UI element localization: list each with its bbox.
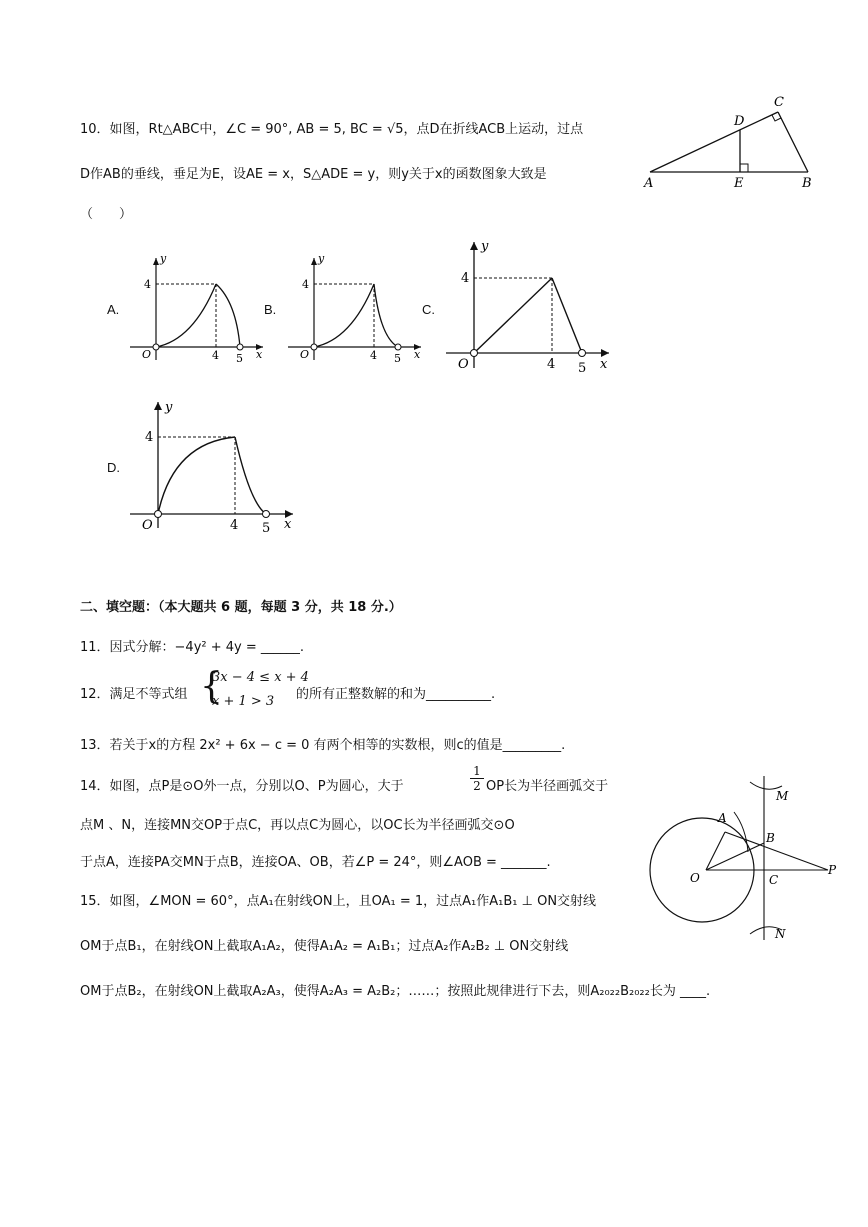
x-axis-label: x	[284, 517, 292, 532]
q12-suffix: 的所有正整数解的和为__________.	[296, 687, 496, 702]
q15-line2: OM于点B₁，在射线ON上截取A₁A₂，使得A₁A₂ = A₁B₁；过点A₂作A₂B₂ ⊥ ON交射线	[80, 939, 569, 954]
q14-fraction	[470, 764, 484, 793]
x-tick-5: 5	[394, 352, 401, 364]
x-tick-5: 5	[578, 361, 587, 376]
q14-line1b: OP长为半径画弧交于	[486, 779, 609, 794]
section-heading: 二、填空题：（本大题共 6 题，每题 3 分，共 18 分.）	[80, 600, 402, 615]
q14-line1a: 14．如图，点P是⊙O外一点，分别以O、P为圆心，大于	[80, 779, 404, 794]
q13-text: 13．若关于x的方程 2x² + 6x − c = 0 有两个相等的实数根，则c的值是_________.	[80, 738, 566, 753]
q10-line3: （ ）	[80, 207, 133, 222]
option-c-label: C.	[422, 302, 435, 317]
label-E: E	[734, 176, 744, 191]
q12-prefix: 12．满足不等式组	[80, 687, 188, 702]
x-tick-4: 4	[230, 518, 239, 533]
y-axis-label: y	[160, 252, 167, 265]
q14-frac-num: 1	[470, 764, 484, 779]
origin-label: O	[142, 348, 152, 361]
label-A: A	[718, 811, 727, 825]
q12-inequality-1: 3x − 4 ≤ x + 4	[212, 670, 309, 685]
origin-label: O	[300, 348, 310, 361]
q14-line2: 点M 、N，连接MN交OP于点C，再以点C为圆心，以OC长为半径画弧交⊙O	[80, 818, 515, 833]
q14-line3: 于点A，连接PA交MN于点B，连接OA、OB，若∠P = 24°，则∠AOB = _______.	[80, 855, 551, 870]
label-O: O	[690, 871, 700, 885]
y-tick-4: 4	[145, 430, 154, 445]
option-a-label: A.	[107, 302, 120, 317]
label-M: M	[776, 789, 789, 803]
x-axis-label: x	[414, 348, 421, 361]
label-B: B	[802, 176, 812, 191]
option-a-graph	[128, 252, 268, 364]
option-c-graph	[444, 238, 614, 376]
label-D: D	[734, 114, 745, 129]
y-tick-4: 4	[302, 278, 309, 291]
x-tick-4: 4	[547, 357, 556, 372]
q10-triangle-figure	[640, 92, 820, 192]
q10-line2: D作AB的垂线，垂足为E，设AE = x，S△ADE = y，则y关于x的函数图象大致是	[80, 167, 547, 182]
label-N: N	[775, 927, 786, 941]
q15-line1: 15．如图，∠MON = 60°，点A₁在射线ON上，且OA₁ = 1，过点A₁作A₁B₁ ⊥ ON交射线	[80, 894, 597, 909]
label-A: A	[644, 176, 654, 191]
x-tick-5: 5	[236, 352, 243, 364]
y-tick-4: 4	[144, 278, 151, 291]
y-axis-label: y	[318, 252, 325, 265]
x-tick-4: 4	[370, 349, 377, 362]
origin-label: O	[458, 357, 469, 372]
y-axis-label: y	[165, 400, 173, 415]
x-axis-label: x	[256, 348, 263, 361]
q10-line1: 10．如图，Rt△ABC中，∠C = 90°, AB = 5, BC = √5，点D在折线ACB上运动，过点	[80, 122, 584, 137]
label-B: B	[766, 831, 775, 845]
option-b-label: B.	[264, 302, 277, 317]
q15-line3: OM于点B₂，在射线ON上截取A₂A₃，使得A₂A₃ = A₂B₂；……；按照此规律进行下去，则A₂₀₂₂B₂₀₂₂长为 ____.	[80, 984, 711, 999]
label-C: C	[774, 95, 784, 110]
x-tick-5: 5	[262, 521, 271, 536]
label-C: C	[769, 873, 779, 887]
label-P: P	[828, 863, 837, 877]
option-d-label: D.	[107, 460, 120, 475]
q14-circle-figure	[648, 772, 848, 944]
option-b-graph	[286, 252, 426, 364]
option-d-graph	[128, 398, 298, 538]
q14-frac-den: 2	[473, 779, 481, 793]
q12-brace: {	[200, 666, 223, 707]
x-tick-4: 4	[212, 349, 219, 362]
x-axis-label: x	[600, 357, 608, 372]
q11-text: 11．因式分解：−4y² + 4y = ______.	[80, 640, 305, 655]
y-axis-label: y	[481, 239, 489, 254]
origin-label: O	[142, 518, 153, 533]
q12-inequality-2: x + 1 > 3	[212, 694, 275, 709]
y-tick-4: 4	[461, 271, 470, 286]
